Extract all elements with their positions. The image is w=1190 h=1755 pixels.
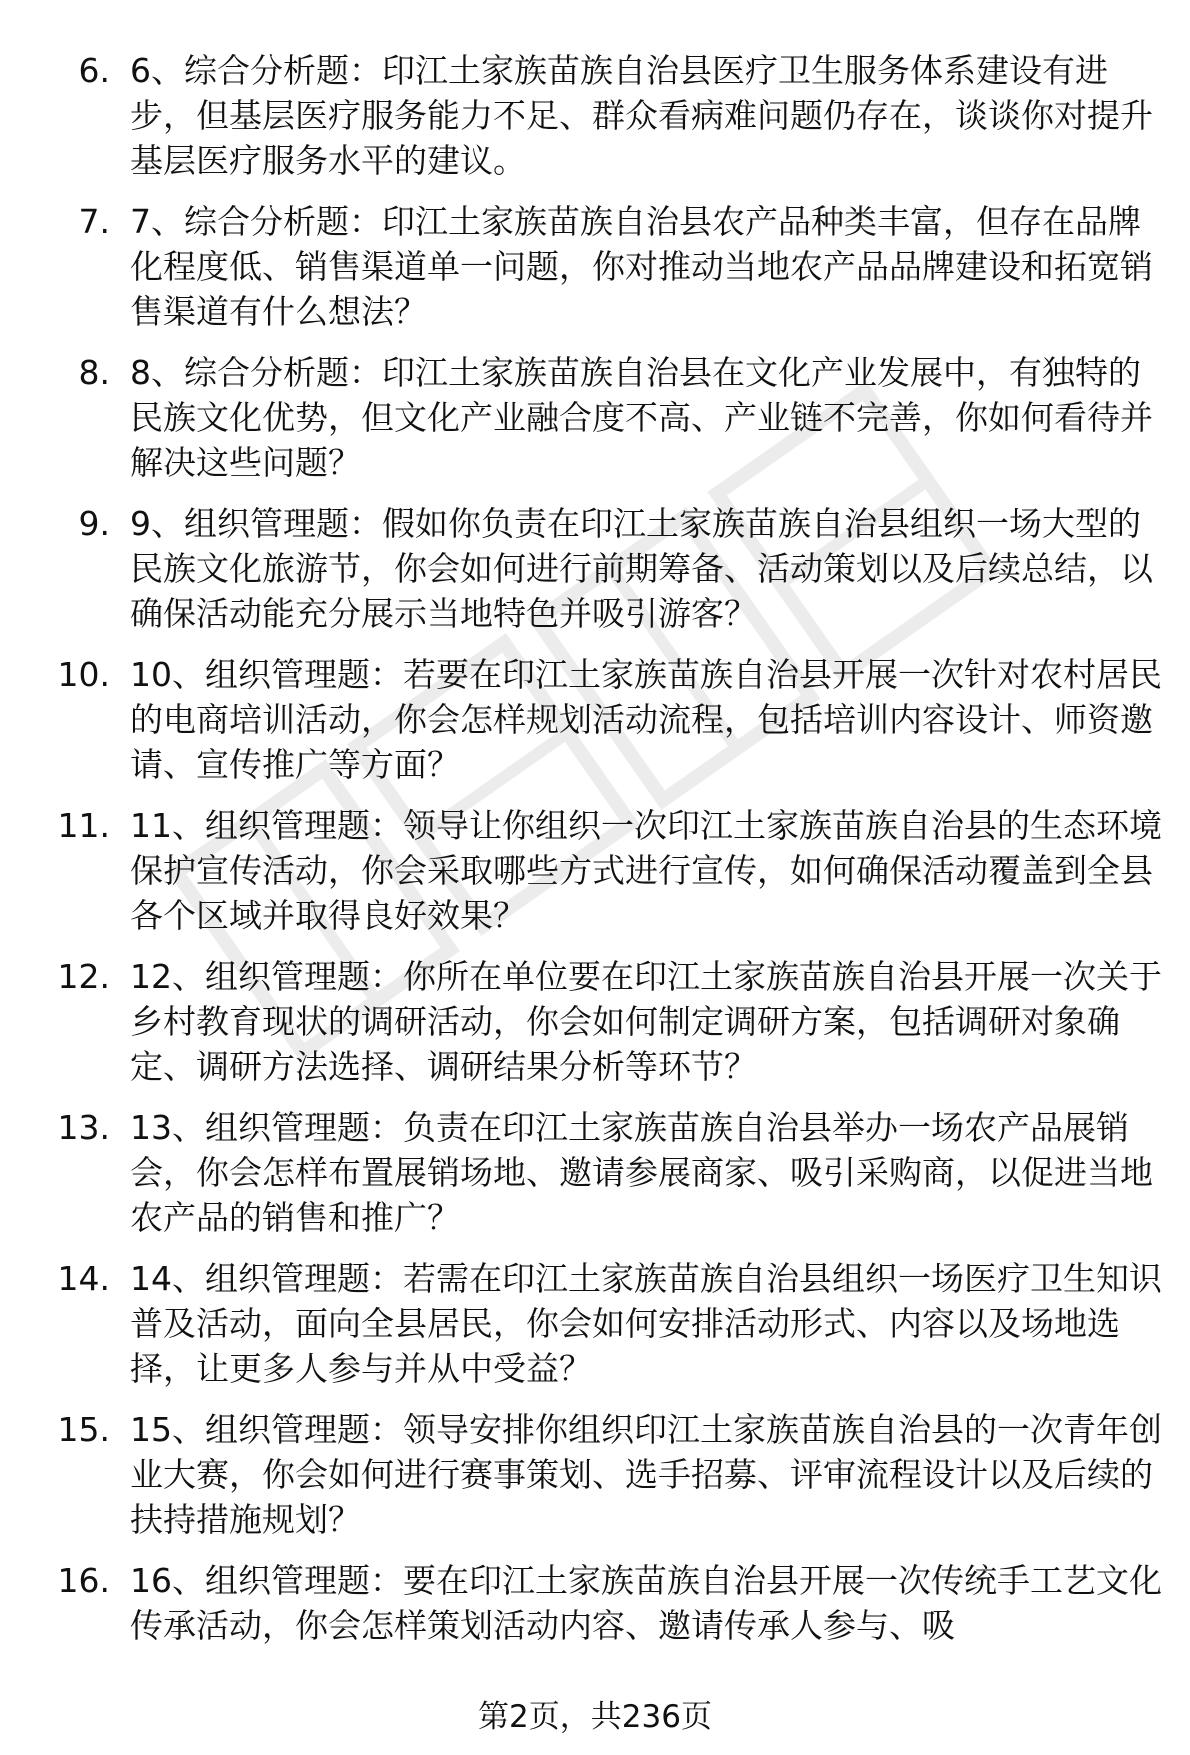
list-item-text: 10、组织管理题：若要在印江土家族苗族自治县开展一次针对农村居民的电商培训活动，你会怎样规划活动流程，包括培训内容设计、师资邀请、宣传推广等方面？ (130, 655, 1162, 784)
list-item-text: 8、综合分析题：印江土家族苗族自治县在文化产业发展中，有独特的民族文化优势，但文化产业融合度不高、产业链不完善，你如何看待并解决这些问题？ (130, 353, 1153, 482)
page-footer (0, 1697, 1190, 1737)
list-item (0, 1105, 1190, 1240)
list-item (0, 803, 1190, 938)
list-item (0, 48, 1190, 183)
list-item-number: 9. (78, 504, 110, 543)
list-item-number: 7. (78, 202, 110, 241)
list-item-number: 13. (57, 1108, 110, 1147)
list-item-number: 16. (57, 1561, 110, 1600)
list-item-text: 11、组织管理题：领导让你组织一次印江土家族苗族自治县的生态环境保护宣传活动，你会采取哪些方式进行宣传，如何确保活动覆盖到全县各个区域并取得良好效果？ (130, 806, 1162, 935)
document-body (0, 48, 1190, 1664)
list-item-number: 10. (57, 655, 110, 694)
list-item-number: 14. (57, 1259, 110, 1298)
question-list (0, 48, 1190, 1648)
list-item-number: 15. (57, 1410, 110, 1449)
list-item (0, 1407, 1190, 1542)
list-item (0, 1558, 1190, 1648)
list-item-text: 6、综合分析题：印江土家族苗族自治县医疗卫生服务体系建设有进步，但基层医疗服务能力不足、群众看病难问题仍存在，谈谈你对提升基层医疗服务水平的建议。 (130, 51, 1153, 180)
list-item (0, 350, 1190, 485)
list-item-number: 12. (57, 957, 110, 996)
list-item-text: 14、组织管理题：若需在印江土家族苗族自治县组织一场医疗卫生知识普及活动，面向全县居民，你会如何安排活动形式、内容以及场地选择，让更多人参与并从中受益？ (130, 1259, 1162, 1388)
list-item (0, 954, 1190, 1089)
list-item (0, 1256, 1190, 1391)
list-item-text: 12、组织管理题：你所在单位要在印江土家族苗族自治县开展一次关于乡村教育现状的调研活动，你会如何制定调研方案，包括调研对象确定、调研方法选择、调研结果分析等环节？ (130, 957, 1162, 1086)
list-item-text: 15、组织管理题：领导安排你组织印江土家族苗族自治县的一次青年创业大赛，你会如何进行赛事策划、选手招募、评审流程设计以及后续的扶持措施规划？ (130, 1410, 1162, 1539)
list-item-number: 8. (78, 353, 110, 392)
list-item (0, 501, 1190, 636)
list-item-text: 9、组织管理题：假如你负责在印江土家族苗族自治县组织一场大型的民族文化旅游节，你会如何进行前期筹备、活动策划以及后续总结，以确保活动能充分展示当地特色并吸引游客？ (130, 504, 1153, 633)
list-item (0, 199, 1190, 334)
list-item-text: 16、组织管理题：要在印江土家族苗族自治县开展一次传统手工艺文化传承活动，你会怎样策划活动内容、邀请传承人参与、吸 (130, 1561, 1162, 1645)
list-item-number: 11. (57, 806, 110, 845)
list-item-text: 13、组织管理题：负责在印江土家族苗族自治县举办一场农产品展销会，你会怎样布置展销场地、邀请参展商家、吸引采购商，以促进当地农产品的销售和推广？ (130, 1108, 1153, 1237)
page-number-label: 第2页，共236页 (478, 1699, 712, 1735)
list-item-text: 7、综合分析题：印江土家族苗族自治县农产品种类丰富，但存在品牌化程度低、销售渠道单一问题，你对推动当地农产品品牌建设和拓宽销售渠道有什么想法？ (130, 202, 1153, 331)
list-item (0, 652, 1190, 787)
list-item-number: 6. (78, 51, 110, 90)
